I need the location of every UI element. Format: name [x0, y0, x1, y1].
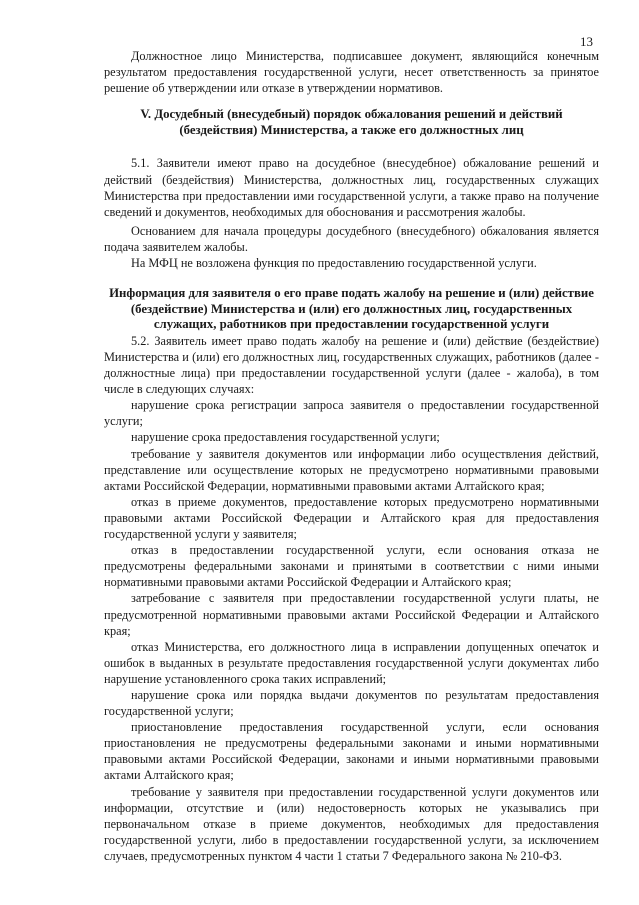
paragraph-basis: Основанием для начала процедуры досудебного (внесудебного) обжалования является подача заявителем жалобы.	[104, 223, 599, 254]
case-item: нарушение срока предоставления государственной услуги;	[131, 430, 440, 445]
paragraph-5-2: 5.2. Заявитель имеет право подать жалобу на решение и (или) действие (бездействие) Министерства и (или) его должностных лиц, государственных служащих, работников (далее - должностные лица) при предоставлении государственной услуги (далее - жалоба), в том числе в следующих случаях:	[104, 333, 599, 397]
document-body	[104, 48, 599, 864]
case-item: затребование с заявителя при предоставлении государственной услуги платы, не предусмотренной нормативными правовыми актами Российской Федерации и Алтайского края;	[104, 591, 599, 638]
case-item: отказ в предоставлении государственной услуги, если основания отказа не предусмотрены федеральными законами и принятыми в соответствии с ними иными нормативными правовыми актами Российской Федерации и Алтайского края;	[104, 543, 599, 590]
paragraph-mfc: На МФЦ не возложена функция по предоставлению государственной услуги.	[131, 256, 537, 271]
info-heading: Информация для заявителя о его праве подать жалобу на решение и (или) действие (бездействие) Министерства и (или) его должностных лиц, государственных служащих, работников при предоставлении государственной услуги	[109, 286, 594, 332]
case-item: приостановление предоставления государственной услуги, если основания приостановления не предусмотрены федеральными законами и иными нормативными правовыми актами Российской Федерации, законами и иными нормативными правовыми актами Алтайского края;	[104, 720, 599, 783]
case-item: требование у заявителя при предоставлении государственной услуги документов или информации, отсутствие и (или) недостоверность которых не указывались при первоначальном отказе в приеме документов, необходимых для предоставления государственной услуги, либо в предоставлении государственной услуги, за исключением случаев, предусмотренных пунктом 4 части 1 статьи 7 Федерального закона № 210-ФЗ.	[104, 784, 599, 863]
case-item: нарушение срока регистрации запроса заявителя о предоставлении государственной услуги;	[104, 398, 599, 429]
case-item: нарушение срока или порядка выдачи документов по результатам предоставления государственной услуги;	[104, 687, 599, 719]
paragraph-responsibility: Должностное лицо Министерства, подписавшее документ, являющийся конечным результатом предоставления государственной услуги, несет ответственность за принятое решение об утверждении или отказе в утверждении нормативов.	[104, 49, 599, 96]
case-item: требование у заявителя документов или информации либо осуществления действий, представление или осуществление которых не предусмотрено нормативными правовыми актами Российской Федерации, нормативными правовыми актами Алтайского края;	[104, 446, 599, 493]
page-number: 13	[580, 34, 593, 49]
case-item: отказ в приеме документов, предоставление которых предусмотрено нормативными правовыми актами Российской Федерации и Алтайского края для предоставления государственной услуги у заявителя;	[104, 494, 599, 542]
section-v-heading: V. Досудебный (внесудебный) порядок обжалования решений и действий (бездействия) Министерства, а также его должностных лиц	[140, 107, 563, 137]
paragraph-5-1: 5.1. Заявители имеют право на досудебное (внесудебное) обжалование решений и действий (бездействия) Министерства, должностных лиц, государственных служащих Министерства при предоставлении ими государственной услуги, а также право на получение сведений и документов, необходимых для обоснования и рассмотрения жалобы.	[104, 156, 599, 219]
case-item: отказ Министерства, его должностного лица в исправлении допущенных опечаток и ошибок в выданных в результате предоставления государственной услуги документах либо нарушение установленного срока таких исправлений;	[104, 639, 599, 686]
